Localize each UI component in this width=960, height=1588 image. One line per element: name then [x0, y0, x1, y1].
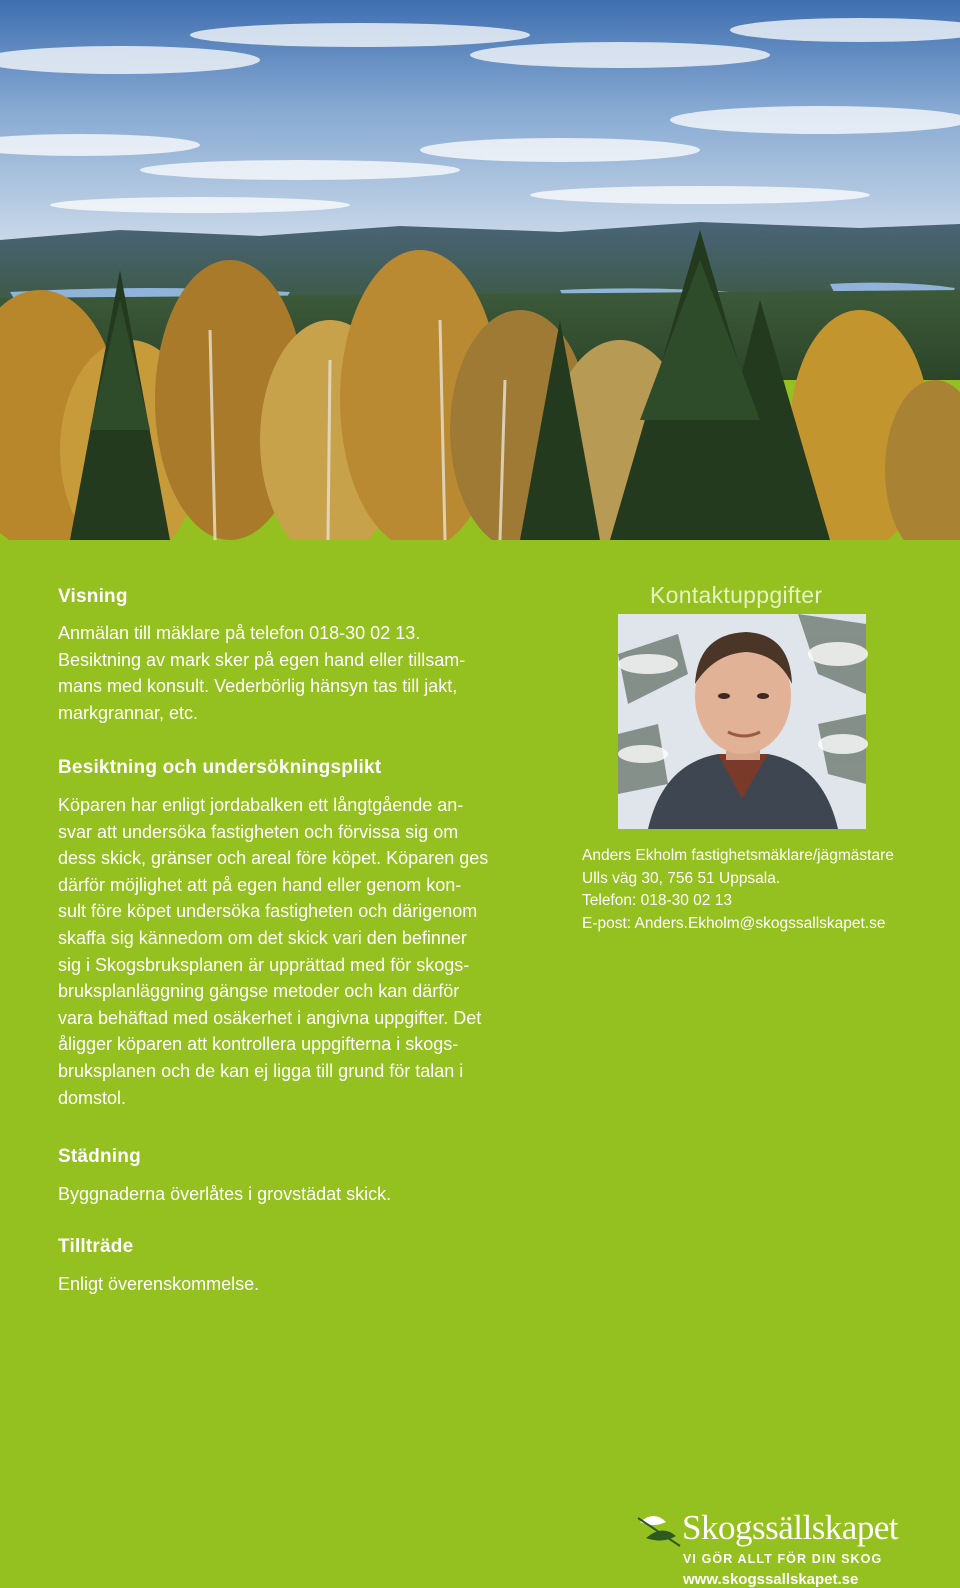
leaf-icon: [636, 1508, 682, 1550]
contact-email[interactable]: E-post: Anders.Ekholm@skogssallskapet.se: [582, 914, 886, 932]
text-line: dess skick, gränser och areal före köpet. Köparen ges: [58, 848, 489, 869]
text-line: därför möjlighet att på egen hand eller genom kon-: [58, 874, 462, 895]
info-panel: [0, 540, 960, 1588]
text-line: sig i Skogsbruksplanen är upprättad med för skogs-: [58, 954, 470, 975]
contact-name-title: Anders Ekholm fastighetsmäklare/jägmästare: [582, 847, 894, 864]
contact-heading: Kontaktuppgifter: [650, 582, 823, 608]
text-line: domstol.: [58, 1087, 127, 1108]
text-line: bruksplanen och de kan ej ligga till grund för talan i: [58, 1060, 464, 1081]
text-line: Köparen har enligt jordabalken ett långtgående an-: [58, 795, 464, 815]
visning-text: [58, 620, 518, 726]
besiktning-text: [58, 792, 528, 1111]
text-line: mans med konsult. Vederbörlig hänsyn tas till jakt,: [58, 676, 458, 697]
text-line: markgrannar, etc.: [58, 702, 199, 723]
text-line: åligger köparen att kontrollera uppgifterna i skogs-: [58, 1034, 459, 1055]
hero-landscape-photo: [0, 0, 960, 540]
text-line: skaffa sig kännedom om det skick vari den befinner: [58, 927, 467, 948]
tilltrade-heading: Tillträde: [58, 1236, 134, 1257]
stadning-text: Byggnaderna överlåtes i grovstädat skick.: [58, 1184, 392, 1204]
visning-heading: Visning: [58, 586, 128, 607]
text-line: bruksplanläggning gängse metoder och kan därför: [58, 981, 460, 1002]
website-link[interactable]: www.skogssallskapet.se: [683, 1571, 859, 1588]
text-line: sult före köpet undersöka fastigheten och därigenom: [58, 901, 478, 922]
brand-tagline: VI GÖR ALLT FÖR DIN SKOG: [683, 1552, 883, 1566]
agent-portrait-photo: [618, 614, 866, 829]
contact-details: [582, 845, 942, 935]
text-line: svar att undersöka fastigheten och förvissa sig om: [58, 821, 459, 842]
contact-address: Ulls väg 30, 756 51 Uppsala.: [582, 869, 781, 887]
besiktning-heading: Besiktning och undersökningsplikt: [58, 757, 382, 778]
brand-name: Skogssällskapet: [682, 1508, 899, 1547]
text-line: vara behäftad med osäkerhet i angivna uppgifter. Det: [58, 1007, 482, 1028]
text-line: Besiktning av mark sker på egen hand eller tillsam-: [58, 649, 466, 670]
contact-phone[interactable]: Telefon: 018-30 02 13: [582, 892, 732, 909]
text-line: Anmälan till mäklare på telefon 018-30 02 13.: [58, 623, 421, 643]
stadning-heading: Städning: [58, 1146, 141, 1167]
tilltrade-text: Enligt överenskommelse.: [58, 1274, 260, 1294]
